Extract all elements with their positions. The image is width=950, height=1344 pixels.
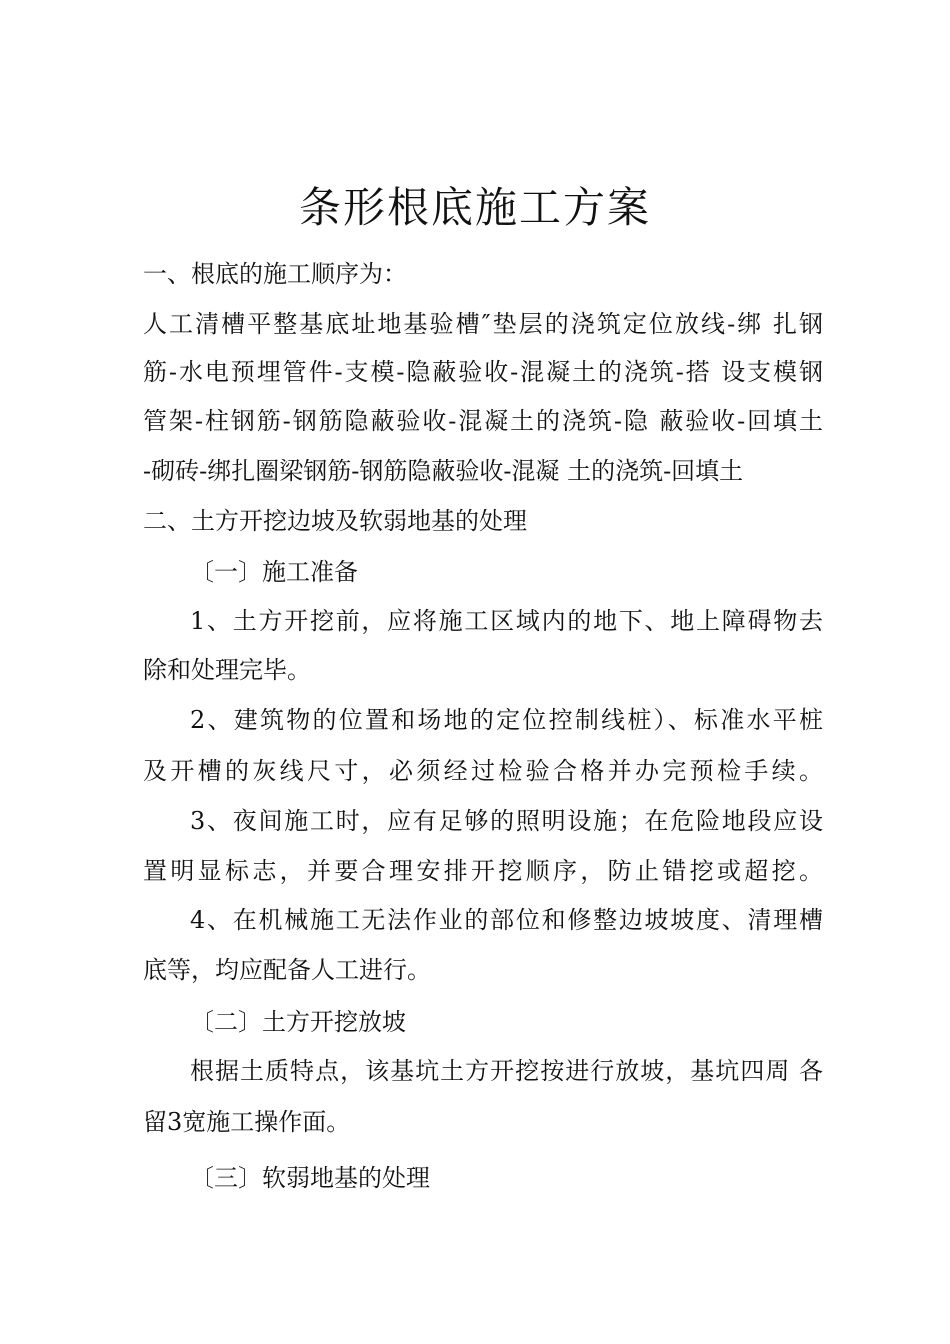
paragraph-line: 置明显标志，并要合理安排开挖顺序，防止错挖或超挖。 bbox=[143, 857, 823, 885]
paragraph-line: -砌砖-绑扎圈梁钢筋-钢筋隐蔽验收-混凝 土的浇筑-回填土 bbox=[143, 457, 744, 485]
paragraph-line: 3、夜间施工时，应有足够的照明设施；在危险地段应设 bbox=[190, 807, 823, 835]
section-heading-2: 二、土方开挖边坡及软弱地基的处理 bbox=[143, 507, 527, 535]
paragraph-line: 管架-柱钢筋-钢筋隐蔽验收-混凝土的浇筑-隐 蔽验收-回填土 bbox=[143, 407, 823, 435]
paragraph-line: 底等，均应配备人工进行。 bbox=[143, 956, 431, 984]
paragraph-line: 2、建筑物的位置和场地的定位控制线桩）、标准水平桩 bbox=[190, 706, 823, 734]
subsection-heading: 〔一〕施工准备 bbox=[190, 558, 358, 586]
subsection-heading: 〔二〕土方开挖放坡 bbox=[190, 1008, 406, 1036]
paragraph-line: 留3宽施工操作面。 bbox=[143, 1108, 351, 1136]
paragraph-line: 1、土方开挖前，应将施工区域内的地下、地上障碍物去 bbox=[190, 607, 823, 635]
document-title: 条形根底施工方案 bbox=[298, 183, 651, 232]
subsection-heading: 〔三〕软弱地基的处理 bbox=[190, 1164, 430, 1192]
paragraph-line: 人工清槽平整基底址地基验槽″垫层的浇筑定位放线-绑 扎钢 bbox=[143, 310, 823, 338]
section-heading-1: 一、根底的施工顺序为： bbox=[143, 260, 407, 288]
paragraph-line: 4、在机械施工无法作业的部位和修整边坡坡度、清理槽 bbox=[190, 906, 823, 934]
paragraph-line: 除和处理完毕。 bbox=[143, 656, 311, 684]
paragraph-line: 及开槽的灰线尺寸，必须经过检验合格并办完预检手续。 bbox=[143, 757, 823, 785]
paragraph-line: 筋-水电预埋管件-支模-隐蔽验收-混凝土的浇筑-搭 设支模钢 bbox=[143, 358, 823, 386]
paragraph-line: 根据土质特点，该基坑土方开挖按进行放坡，基坑四周 各 bbox=[190, 1057, 823, 1085]
